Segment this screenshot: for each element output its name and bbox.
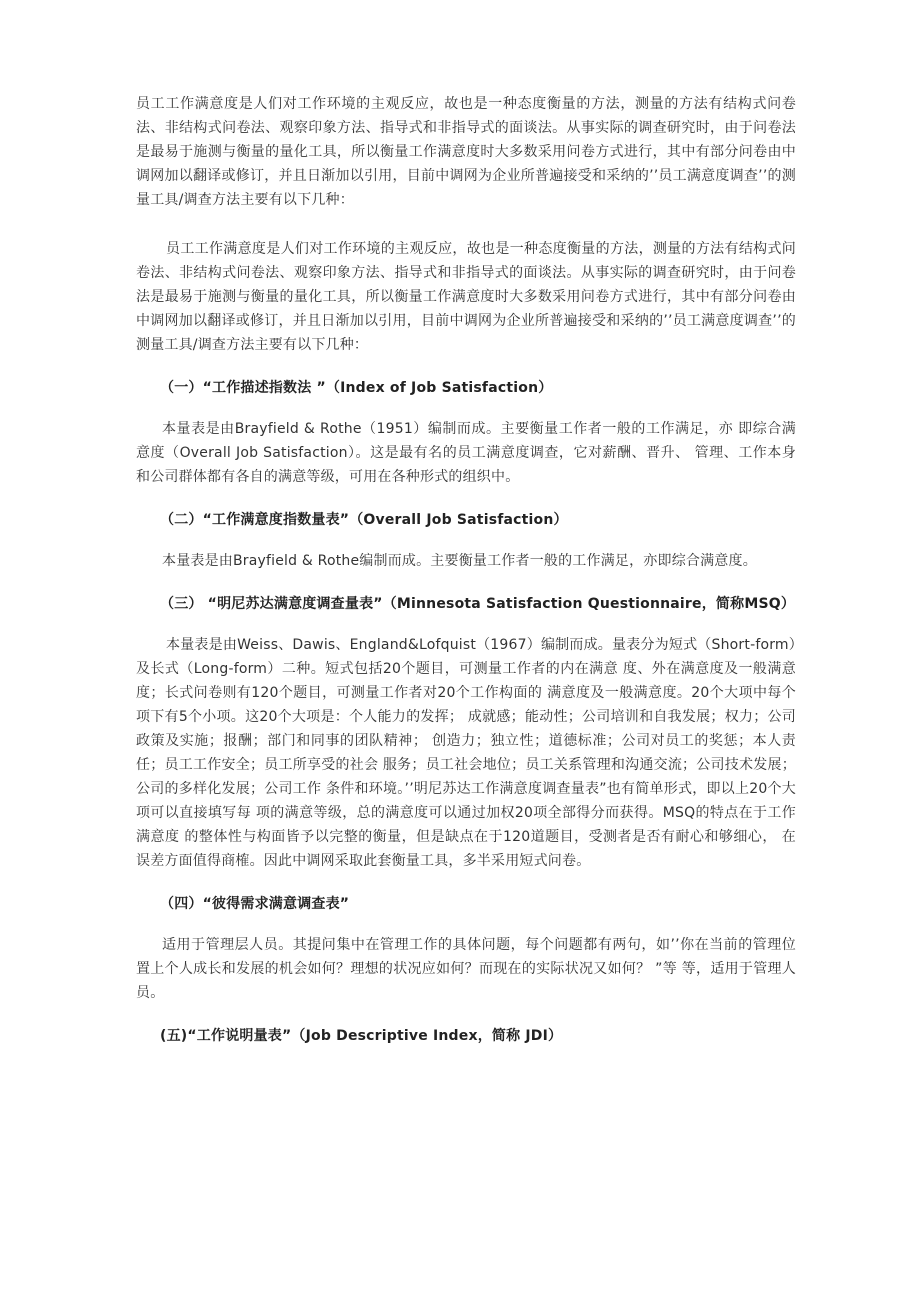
intro-paragraph: 员工工作满意度是人们对工作环境的主观反应，故也是一种态度衡量的方法，测量的方法有结构式问卷法、非结构式问卷法、观察印象方法、指导式和非指导式的面谈法。从事实际的调查研究时，由于问卷法是最易于施测与衡量的量化工具，所以衡量工作满意度时大多数采用问卷方式进行，其中有部分问卷由中调网加以翻译或修订，并且日渐加以引用，目前中调网为企业所普遍接受和采纳的’’员工满意度调查’’的测量工具/调查方法主要有以下几种： bbox=[136, 96, 796, 208]
section-body-3: 本量表是由Weiss、Dawis、England&Lofquist（1967）编制而成。量表分为短式（Short-form）及长式（Long-form）二种。短式包括20个题目，可测量工作者的内在满意 度、外在满意度及一般满意度；长式问卷则有120个题目，可测量工作者对20个工作构面的 满意度及一般满意度。20个大项中每个项下有5个小项。这20个大项是：个人能力的发挥； 成就感；能动性；公司培训和自我发展；权力；公司政策及实施；报酬；部门和同事的团队精神； 创造力；独立性；道德标准；公司对员工的奖惩；本人责任；员工工作安全；员工所享受的社会 服务；员工社会地位；员工关系管理和沟通交流；公司技术发展；公司的多样化发展；公司工作 条件和环境。’’明尼苏达工作满意度调查量表”也有简单形式，即以上20个大项可以直接填写每 项的满意等级，总的满意度可以通过加权20项全部得分而获得。MSQ的特点在于工作满意度 的整体性与构面皆予以完整的衡量，但是缺点在于120道题目，受测者是否有耐心和够细心， 在误差方面值得商榷。因此中调网采取此套衡量工具，多半采用短式问卷。 bbox=[136, 637, 796, 869]
document-page bbox=[136, 92, 796, 1048]
section-heading-1: （一）“工作描述指数法 ”（Index of Job Satisfaction） bbox=[160, 380, 553, 396]
section-heading-5: (五)“工作说明量表”（Job Descriptive Index，简称 JDI） bbox=[160, 1028, 563, 1044]
section-heading-3: （三） “明尼苏达满意度调查量表”（Minnesota Satisfaction Questionnaire，简称MSQ） bbox=[160, 596, 796, 612]
intro-paragraph-repeat: 员工工作满意度是人们对工作环境的主观反应，故也是一种态度衡量的方法，测量的方法有结构式问卷法、非结构式问卷法、观察印象方法、指导式和非指导式的面谈法。从事实际的调查研究时，由于问卷法是最易于施测与衡量的量化工具，所以衡量工作满意度时大多数采用问卷方式进行，其中有部分问卷由中调网加以翻译或修订，并且日渐加以引用，目前中调网为企业所普遍接受和采纳的’’员工满意度调查’’的测量工具/调查方法主要有以下几种： bbox=[136, 241, 796, 353]
section-body-4: 适用于管理层人员。其提问集中在管理工作的具体问题，每个问题都有两句，如’’你在当前的管理位置上个人成长和发展的机会如何？理想的状况应如何？而现在的实际状况又如何？ ”等 等，适用于管理人员。 bbox=[136, 937, 796, 1001]
section-heading-4: （四）“彼得需求满意调查表” bbox=[160, 896, 350, 912]
section-heading-2: （二）“工作满意度指数量表”（Overall Job Satisfaction） bbox=[160, 512, 568, 528]
section-body-1: 本量表是由Brayfield & Rothe（1951）编制而成。主要衡量工作者一般的工作满足，亦 即综合满意度（Overall Job Satisfaction）。这是最有名的员工满意度调查，它对薪酬、晋升、 管理、工作本身和公司群体都有各自的满意等级，可用在各种形式的组织中。 bbox=[136, 421, 796, 485]
section-body-2: 本量表是由Brayfield & Rothe编制而成。主要衡量工作者一般的工作满足，亦即综合满意度。 bbox=[162, 553, 757, 569]
